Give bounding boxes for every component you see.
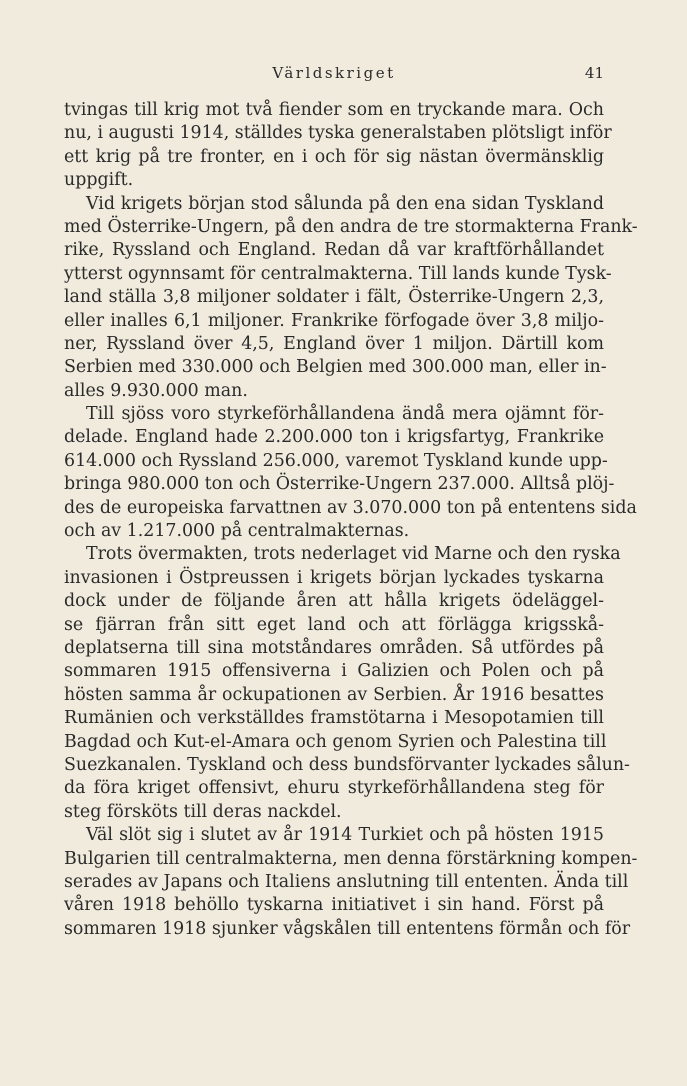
text-line: invasionen i Östpreussen i krigets början lyckades tyskarna	[64, 567, 604, 588]
text-line: Vid krigets början stod sålunda på den ena sidan Tyskland	[86, 193, 604, 214]
text-line: 614.000 och Ryssland 256.000, varemot Tyskland kunde upp-	[64, 450, 608, 471]
text-line: Väl slöt sig i slutet av år 1914 Turkiet och på hösten 1915	[86, 825, 604, 846]
text-line: Suezkanalen. Tyskland och dess bundsförvanter lyckades sålun-	[64, 754, 630, 775]
text-line: Bulgarien till centralmakterna, men denna förstärkning kompen-	[64, 848, 638, 869]
text-line: ner, Ryssland över 4,5, England över 1 miljon. Därtill kom	[64, 333, 604, 354]
text-line: rike, Ryssland och England. Redan då var kraftförhållandet	[64, 240, 604, 261]
text-line: sommaren 1915 offensiverna i Galizien och Polen och på	[64, 661, 604, 682]
text-line: Trots övermakten, trots nederlaget vid Marne och den ryska	[86, 544, 621, 565]
text-line: Rumänien och verkställdes framstötarna i Mesopotamien till	[64, 708, 604, 729]
body-text	[64, 99, 638, 941]
text-line: land ställa 3,8 miljoner soldater i fält, Österrike-Ungern 2,3,	[64, 287, 604, 308]
page-number: 41	[584, 64, 604, 82]
text-line: steg försköts till deras nackdel.	[64, 801, 342, 822]
text-line: tvingas till krig mot två fiender som en tryckande mara. Och	[64, 100, 604, 120]
text-line: se fjärran från sitt eget land och att förlägga krigsskå-	[64, 614, 604, 635]
text-line: och av 1.217.000 på centralmakternas.	[64, 521, 410, 542]
text-line: Serbien med 330.000 och Belgien med 300.000 man, eller in-	[64, 357, 607, 378]
text-line: hösten samma år ockupationen av Serbien. År 1916 besattes	[64, 684, 604, 705]
text-line: bringa 980.000 ton och Österrike-Ungern 237.000. Alltså plöj-	[64, 474, 615, 495]
text-line: eller inalles 6,1 miljoner. Frankrike förfogade över 3,8 miljo-	[64, 310, 604, 331]
text-line: serades av Japans och Italiens anslutning till ententen. Ända till	[64, 871, 629, 892]
text-line: Till sjöss voro styrkeförhållandena ändå mera ojämnt för-	[86, 404, 604, 425]
text-line: delade. England hade 2.200.000 ton i krigsfartyg, Frankrike	[64, 427, 604, 448]
text-line: dock under de följande åren att hålla krigets ödeläggel-	[64, 591, 604, 612]
text-line: våren 1918 behöllo tyskarna initiativet i sin hand. Först på	[64, 895, 604, 916]
text-line: med Österrike-Ungern, på den andra de tre stormakterna Frank-	[64, 216, 638, 237]
text-line: da föra kriget offensivt, ehuru styrkeförhållandena steg för	[64, 778, 604, 799]
text-line: ytterst ogynnsamt för centralmakterna. Till lands kunde Tysk-	[64, 263, 612, 284]
text-line: ett krig på tre fronter, en i och för sig nästan övermänsklig	[64, 146, 604, 167]
text-line: nu, i augusti 1914, ställdes tyska generalstaben plötsligt inför	[64, 123, 612, 144]
text-line: Bagdad och Kut-el-Amara och genom Syrien och Palestina till	[64, 731, 607, 752]
text-line: des de europeiska farvattnen av 3.070.000 ton på ententens sida	[64, 497, 637, 518]
running-title: Världskriget	[272, 64, 396, 82]
page-header	[64, 64, 604, 88]
text-line: uppgift.	[64, 170, 134, 191]
text-line: sommaren 1918 sjunker vågskålen till ententens förmån och för	[64, 918, 631, 939]
text-line: deplatserna till sina motståndares områden. Så utfördes på	[64, 637, 604, 658]
text-line: alles 9.930.000 man.	[64, 380, 248, 401]
